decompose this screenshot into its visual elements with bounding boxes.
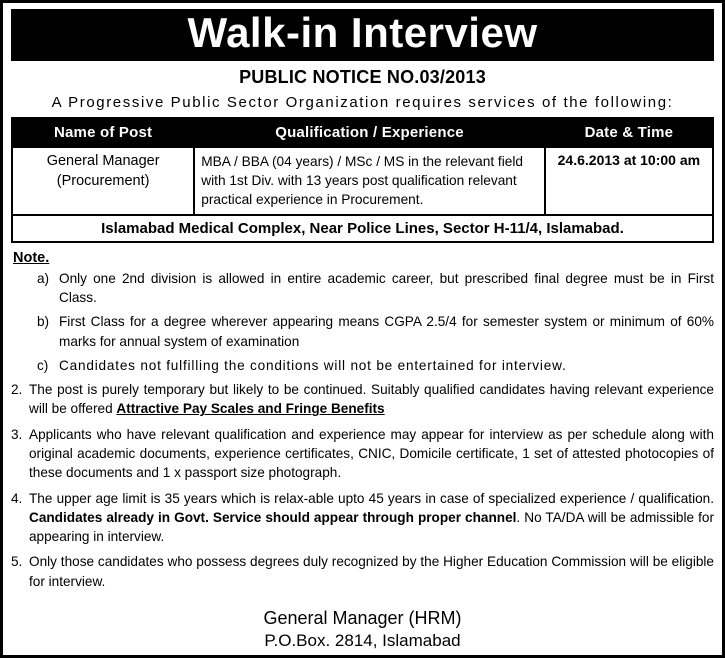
- table-venue-row: [12, 215, 713, 242]
- list-item: [11, 489, 714, 547]
- list-marker: a): [37, 270, 50, 286]
- vacancy-table: [11, 117, 714, 243]
- cell-qualification: MBA / BBA (04 years) / MSc / MS in the relevant field with 1st Div. with 13 years post qualification relevant practical experience in Procurement.: [194, 147, 545, 215]
- venue-text: Islamabad Medical Complex, Near Police Lines, Sector H-11/4, Islamabad.: [12, 215, 713, 242]
- list-item: [11, 425, 714, 483]
- intro-text: A Progressive Public Sector Organization requires services of the following:: [51, 94, 674, 112]
- list-text: The upper age limit is 35 years which is relax-able upto 45 years in case of specialized experience / qualification.: [29, 490, 714, 506]
- list-item: [11, 312, 714, 351]
- footer-address: P.O.Box. 2814, Islamabad: [264, 631, 461, 650]
- list-marker: 5.: [11, 554, 23, 570]
- page-title: Walk-in Interview: [11, 9, 714, 61]
- list-item: [11, 356, 714, 375]
- list-text-emphasis: Attractive Pay Scales and Fringe Benefits: [116, 401, 385, 417]
- table-row: [12, 147, 713, 215]
- list-text: Candidates not fulfilling the conditions will not be entertained for interview.: [59, 357, 567, 373]
- list-item: [11, 269, 714, 308]
- list-text: Only one 2nd division is allowed in entire academic career, but prescribed final degree must be in First Class.: [59, 270, 714, 305]
- notice-number: PUBLIC NOTICE NO.03/2013: [239, 67, 486, 88]
- column-header-date: Date & Time: [545, 118, 713, 147]
- list-item: [11, 380, 714, 419]
- column-header-qualification: Qualification / Experience: [194, 118, 545, 147]
- cell-post-name: [12, 147, 194, 215]
- list-text: Applicants who have relevant qualification and experience may appear for interview as per schedule along with original academic documents, experience certificates, CNIC, Domicile certificate, 1 set of attested photocopies of these documents and 1 x passport size photograph.: [29, 426, 714, 481]
- list-text-tail: . No TA/DA will be admissible for appearing in interview.: [29, 509, 714, 545]
- numbered-notes: [11, 380, 714, 591]
- list-marker: 4.: [11, 490, 23, 506]
- post-title-line1: General Manager: [46, 153, 160, 170]
- list-marker: 3.: [11, 426, 23, 442]
- post-title-line2: (Procurement): [56, 172, 150, 189]
- list-text: First Class for a degree wherever appearing means CGPA 2.5/4 for semester system or minimum of 60% marks for annual system of examination: [59, 314, 714, 349]
- list-text-emphasis: Candidates already in Govt. Service should appear through proper channel: [29, 509, 517, 525]
- list-marker: 2.: [11, 382, 23, 398]
- column-header-post: Name of Post: [12, 118, 194, 147]
- notes-section: [11, 269, 714, 597]
- list-text: The post is purely temporary but likely to be continued. Suitably qualified candidates having relevant experience will be offered: [29, 382, 714, 417]
- table-header-row: [12, 118, 713, 147]
- list-text: Only those candidates who possess degrees duly recognized by the Higher Education Commission will be eligible for interview.: [29, 554, 714, 589]
- lettered-notes: [11, 269, 714, 375]
- footer: [11, 608, 714, 655]
- list-item: [11, 552, 714, 591]
- list-marker: b): [37, 314, 50, 330]
- note-heading: Note.: [13, 249, 50, 266]
- footer-signatory: General Manager (HRM): [263, 608, 462, 628]
- cell-date-time: 24.6.2013 at 10:00 am: [545, 147, 713, 215]
- list-marker: c): [37, 357, 49, 373]
